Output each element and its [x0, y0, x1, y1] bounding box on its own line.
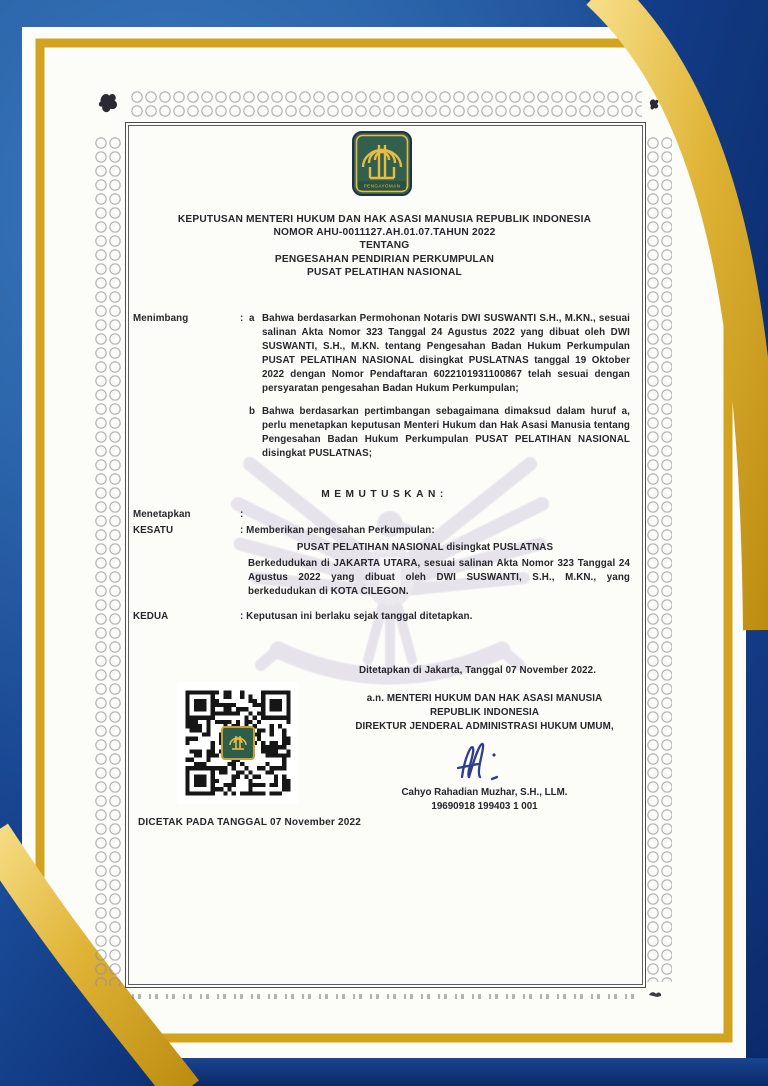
- qr-code: [177, 682, 299, 804]
- memutuskan-heading: MEMUTUSKAN:: [321, 489, 448, 500]
- menimbang-item-letter: b: [249, 406, 256, 417]
- kesatu-entity: PUSAT PELATIHAN NASIONAL disingkat PUSLATNAS: [296, 542, 554, 553]
- scallop-border-left: [94, 136, 121, 986]
- title-line: KEPUTUSAN MENTERI HUKUM DAN HAK ASASI MANUSIA REPUBLIK INDONESIA: [177, 214, 592, 225]
- print-note: DICETAK PADA TANGGAL 07 November 2022: [138, 817, 362, 828]
- scallop-border-right: [646, 136, 672, 982]
- menimbang-label: Menimbang: [133, 313, 189, 324]
- kesatu-label: KESATU: [133, 525, 174, 536]
- corner-ornament-icon: [648, 990, 663, 998]
- kesatu-detail: Berkedudukan di JAKARTA UTARA, sesuai salinan Akta Nomor 323 Tanggal 24 Agustus 2022 yang dibuat oleh DWI SUSWANTI, S.H., M.KN., yang berkedudukan di KOTA CILEGON.: [248, 558, 630, 597]
- corner-ornament-icon: [648, 97, 661, 112]
- kemenkumham-pengayoman-logo: [352, 131, 412, 196]
- kedua-label: KEDUA: [133, 611, 169, 622]
- signer-institution: REPUBLIK INDONESIA: [429, 707, 540, 718]
- decree-title: [125, 213, 644, 279]
- signer-on-behalf: a.n. MENTERI HUKUM DAN HAK ASASI MANUSIA: [366, 693, 603, 704]
- scallop-border-top: [130, 90, 642, 117]
- menimbang-item-letter: a: [249, 313, 255, 324]
- title-line: PUSAT PELATIHAN NASIONAL: [307, 266, 462, 278]
- menimbang-item-text: Bahwa berdasarkan Permohonan Notaris DWI SUSWANTI S.H., M.KN., sesuai salinan Akta Nomor 323 Tanggal 24 Agustus 2022 yang dibuat oleh DWI SUSWANTI, S.H., M.KN. tentang Pengesahan Badan Hukum Perkumpulan PUSAT PELATIHAN NASIONAL disingkat PUSLATNAS tanggal 19 Oktober 2022 dengan Nomor Pendaftaran 6022101931100867 telah sesuai dengan persyaratan pengesahan Badan Hukum Perkumpulan;: [262, 313, 630, 394]
- kesatu-text: : Memberikan pengesahan Perkumpulan:: [240, 525, 435, 536]
- menimbang-item-text: Bahwa berdasarkan pertimbangan sebagaimana dimaksud dalam huruf a, perlu menetapkan keputusan Menteri Hukum dan Hak Asasi Manusia tentang Pengesahan Badan Hukum Perkumpulan PUSAT PELATIHAN NASIONAL disingkat PUSLATNAS;: [262, 406, 630, 459]
- logo-caption: PENGAYOMAN: [363, 183, 401, 189]
- place-date: Ditetapkan di Jakarta, Tanggal 07 November 2022.: [358, 665, 597, 676]
- scallop-border-bottom-faded: [132, 994, 638, 999]
- signer-nip: 19690918 199403 1 001: [431, 801, 538, 812]
- title-line: NOMOR AHU-0011127.AH.01.07.TAHUN 2022: [273, 227, 496, 239]
- menetapkan-value: :: [240, 509, 244, 520]
- title-line: PENGESAHAN PENDIRIAN PERKUMPULAN: [274, 253, 495, 265]
- menimbang-colon: :: [240, 313, 244, 324]
- handwritten-signature-icon: [448, 733, 512, 783]
- signer-title: DIREKTUR JENDERAL ADMINISTRASI HUKUM UMUM,: [355, 721, 614, 732]
- kedua-text: : Keputusan ini berlaku sejak tanggal ditetapkan.: [240, 611, 473, 622]
- title-line: TENTANG: [359, 240, 410, 252]
- qr-center-logo: [221, 726, 255, 760]
- corner-ornament-icon: [98, 91, 120, 115]
- menetapkan-label: Menetapkan: [133, 509, 191, 520]
- signer-name: Cahyo Rahadian Muzhar, S.H., LLM.: [401, 787, 568, 798]
